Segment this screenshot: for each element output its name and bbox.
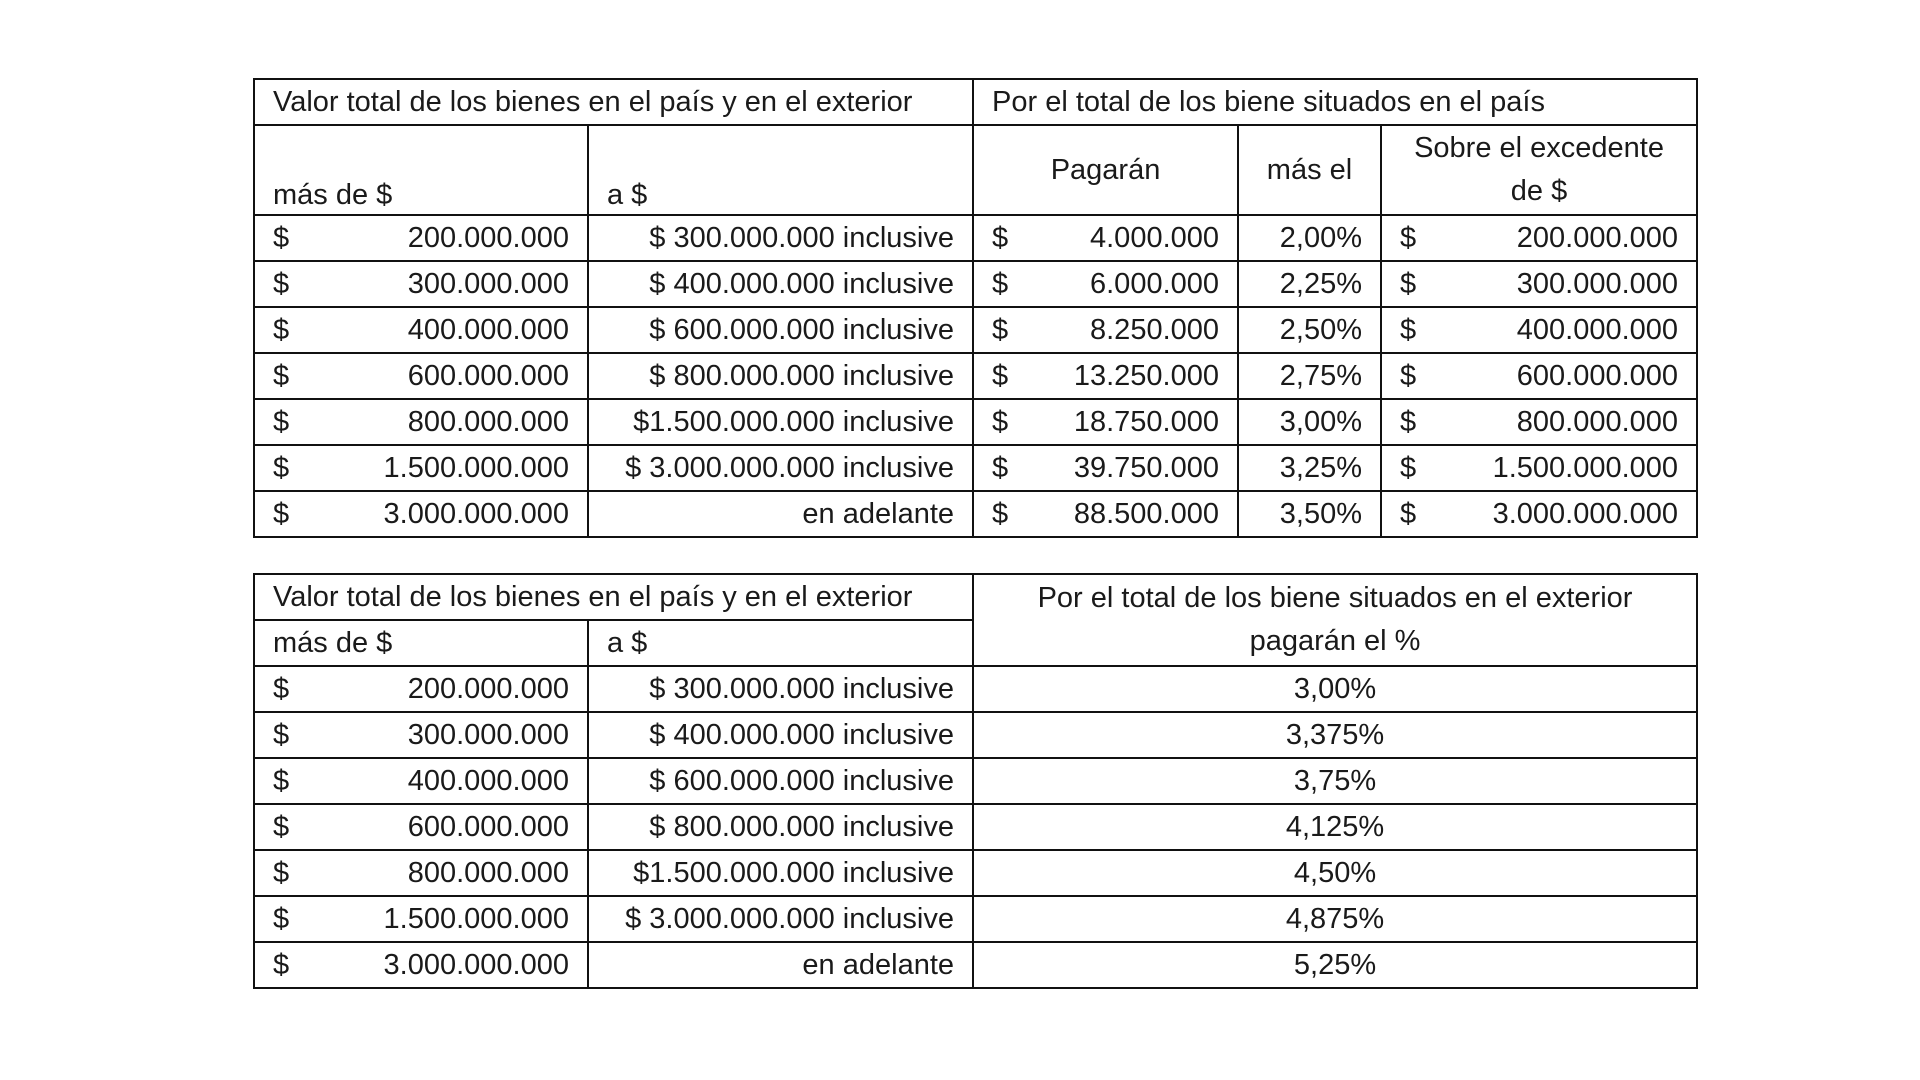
table1-col-from: más de $ [254,125,588,215]
rate-cell: 2,25% [1238,261,1381,307]
currency-symbol: $ [273,221,290,254]
table-row [254,896,1697,942]
from-cell [254,491,588,537]
currency-symbol: $ [1400,359,1417,392]
table-row [254,307,1697,353]
from-cell [254,942,588,988]
from-cell-value: 300.000.000 [407,267,569,300]
from-cell [254,261,588,307]
currency-symbol: $ [992,451,1009,484]
from-cell-value: 800.000.000 [407,856,569,889]
excess-cell-wrap [1400,313,1679,346]
currency-symbol: $ [273,313,290,346]
table-row [254,666,1697,712]
pay-cell-value: 6.000.000 [1090,267,1220,300]
table-row [254,758,1697,804]
rate-cell: 3,50% [1238,491,1381,537]
to-cell: $1.500.000.000 inclusive [588,850,973,896]
from-cell-wrap [273,313,569,346]
excess-cell [1381,215,1697,261]
excess-cell-value: 300.000.000 [1516,267,1679,300]
pay-cell-wrap [992,497,1220,530]
pay-cell-value: 8.250.000 [1090,313,1220,346]
currency-symbol: $ [1400,451,1417,484]
pay-cell-wrap [992,405,1220,438]
from-cell-wrap [273,902,569,935]
table2-header-right-line2: pagarán el % [1249,625,1421,657]
table-row [254,850,1697,896]
to-cell: $ 300.000.000 inclusive [588,666,973,712]
table-row [254,399,1697,445]
currency-symbol: $ [273,764,290,797]
from-cell [254,353,588,399]
currency-symbol: $ [1400,405,1417,438]
table1-col-excess-line2: de $ [1510,175,1568,207]
from-cell-value: 1.500.000.000 [383,451,569,484]
currency-symbol: $ [273,948,290,981]
table2-col-to: a $ [588,620,973,666]
excess-cell [1381,353,1697,399]
from-cell-wrap [273,948,569,981]
rate-cell: 3,00% [1238,399,1381,445]
to-cell: en adelante [588,942,973,988]
currency-symbol: $ [1400,497,1417,530]
from-cell-wrap [273,359,569,392]
table1-col-pay: Pagarán [973,125,1238,215]
excess-cell-value: 3.000.000.000 [1492,497,1679,530]
currency-symbol: $ [1400,221,1417,254]
excess-cell-wrap [1400,359,1679,392]
table2-header-right-line1: Por el total de los biene situados en el exterior [1037,581,1633,614]
pay-cell [973,399,1238,445]
table1-title-row [254,79,1697,125]
currency-symbol: $ [273,810,290,843]
currency-symbol: $ [1400,267,1417,300]
pay-cell [973,353,1238,399]
currency-symbol: $ [273,497,290,530]
from-cell-wrap [273,497,569,530]
from-cell [254,758,588,804]
from-cell-value: 600.000.000 [407,810,569,843]
table2-header-left: Valor total de los bienes en el país y en el exterior [254,574,973,620]
currency-symbol: $ [992,221,1009,254]
table-row [254,445,1697,491]
foreign-assets-tax-table [253,573,1698,989]
table2-header-right [973,574,1697,666]
excess-cell-wrap [1400,497,1679,530]
excess-cell-wrap [1400,221,1679,254]
excess-cell [1381,307,1697,353]
currency-symbol: $ [273,672,290,705]
to-cell: $ 600.000.000 inclusive [588,758,973,804]
from-cell-value: 3.000.000.000 [383,497,569,530]
from-cell-wrap [273,451,569,484]
pay-cell-wrap [992,359,1220,392]
currency-symbol: $ [273,359,290,392]
currency-symbol: $ [992,405,1009,438]
pay-cell-wrap [992,313,1220,346]
table2-body [254,666,1697,988]
to-cell: $ 400.000.000 inclusive [588,261,973,307]
table-row [254,215,1697,261]
from-cell [254,445,588,491]
pay-cell [973,307,1238,353]
from-cell-wrap [273,221,569,254]
from-cell [254,399,588,445]
table1-col-to: a $ [588,125,973,215]
from-cell [254,896,588,942]
excess-cell-value: 400.000.000 [1516,313,1679,346]
table-row [254,942,1697,988]
pay-cell-value: 88.500.000 [1073,497,1220,530]
pay-cell [973,261,1238,307]
excess-cell-wrap [1400,451,1679,484]
rate-cell: 3,75% [973,758,1697,804]
table2-col-from: más de $ [254,620,588,666]
table1-col-excess [1381,125,1697,215]
rate-cell: 5,25% [973,942,1697,988]
from-cell [254,307,588,353]
rate-cell: 3,375% [973,712,1697,758]
pay-cell [973,491,1238,537]
to-cell: en adelante [588,491,973,537]
pay-cell-wrap [992,451,1220,484]
from-cell [254,215,588,261]
rate-cell: 2,75% [1238,353,1381,399]
currency-symbol: $ [992,313,1009,346]
from-cell-value: 300.000.000 [407,718,569,751]
excess-cell-wrap [1400,267,1679,300]
currency-symbol: $ [273,405,290,438]
table-row [254,261,1697,307]
excess-cell-value: 1.500.000.000 [1492,451,1679,484]
to-cell: $ 800.000.000 inclusive [588,804,973,850]
to-cell: $ 600.000.000 inclusive [588,307,973,353]
currency-symbol: $ [1400,313,1417,346]
from-cell-wrap [273,764,569,797]
currency-symbol: $ [273,718,290,751]
pay-cell-value: 13.250.000 [1073,359,1220,392]
currency-symbol: $ [273,267,290,300]
table-row [254,491,1697,537]
from-cell-value: 400.000.000 [407,313,569,346]
from-cell-value: 200.000.000 [407,672,569,705]
table1-col-excess-line1: Sobre el excedente [1414,131,1664,164]
pay-cell-wrap [992,221,1220,254]
to-cell: $ 3.000.000.000 inclusive [588,445,973,491]
rate-cell: 3,00% [973,666,1697,712]
from-cell-wrap [273,267,569,300]
table1-header-left: Valor total de los bienes en el país y en el exterior [254,79,973,125]
rate-cell: 4,125% [973,804,1697,850]
to-cell: $1.500.000.000 inclusive [588,399,973,445]
from-cell-value: 600.000.000 [407,359,569,392]
table-row [254,712,1697,758]
currency-symbol: $ [992,267,1009,300]
currency-symbol: $ [992,497,1009,530]
excess-cell-wrap [1400,405,1679,438]
to-cell: $ 3.000.000.000 inclusive [588,896,973,942]
domestic-assets-tax-table [253,78,1698,538]
excess-cell [1381,445,1697,491]
from-cell-wrap [273,672,569,705]
currency-symbol: $ [273,902,290,935]
from-cell [254,850,588,896]
to-cell: $ 400.000.000 inclusive [588,712,973,758]
pay-cell-wrap [992,267,1220,300]
rate-cell: 2,00% [1238,215,1381,261]
from-cell [254,666,588,712]
from-cell-value: 800.000.000 [407,405,569,438]
from-cell-wrap [273,718,569,751]
pay-cell [973,445,1238,491]
from-cell-value: 3.000.000.000 [383,948,569,981]
table-row [254,353,1697,399]
excess-cell-value: 600.000.000 [1516,359,1679,392]
to-cell: $ 300.000.000 inclusive [588,215,973,261]
currency-symbol: $ [273,856,290,889]
from-cell [254,712,588,758]
to-cell: $ 800.000.000 inclusive [588,353,973,399]
currency-symbol: $ [992,359,1009,392]
pay-cell-value: 39.750.000 [1073,451,1220,484]
table1-col-plus: más el [1238,125,1381,215]
from-cell [254,804,588,850]
rate-cell: 4,50% [973,850,1697,896]
excess-cell-value: 800.000.000 [1516,405,1679,438]
table1-body [254,215,1697,537]
table1-header-right: Por el total de los biene situados en el país [973,79,1697,125]
from-cell-value: 400.000.000 [407,764,569,797]
from-cell-value: 1.500.000.000 [383,902,569,935]
excess-cell [1381,399,1697,445]
from-cell-wrap [273,405,569,438]
currency-symbol: $ [273,451,290,484]
table2-title-row [254,574,1697,620]
excess-cell [1381,491,1697,537]
from-cell-value: 200.000.000 [407,221,569,254]
rate-cell: 3,25% [1238,445,1381,491]
pay-cell [973,215,1238,261]
table1-column-header-row [254,125,1697,215]
from-cell-wrap [273,856,569,889]
rate-cell: 2,50% [1238,307,1381,353]
from-cell-wrap [273,810,569,843]
table-row [254,804,1697,850]
pay-cell-value: 18.750.000 [1073,405,1220,438]
pay-cell-value: 4.000.000 [1090,221,1220,254]
excess-cell-value: 200.000.000 [1516,221,1679,254]
excess-cell [1381,261,1697,307]
rate-cell: 4,875% [973,896,1697,942]
